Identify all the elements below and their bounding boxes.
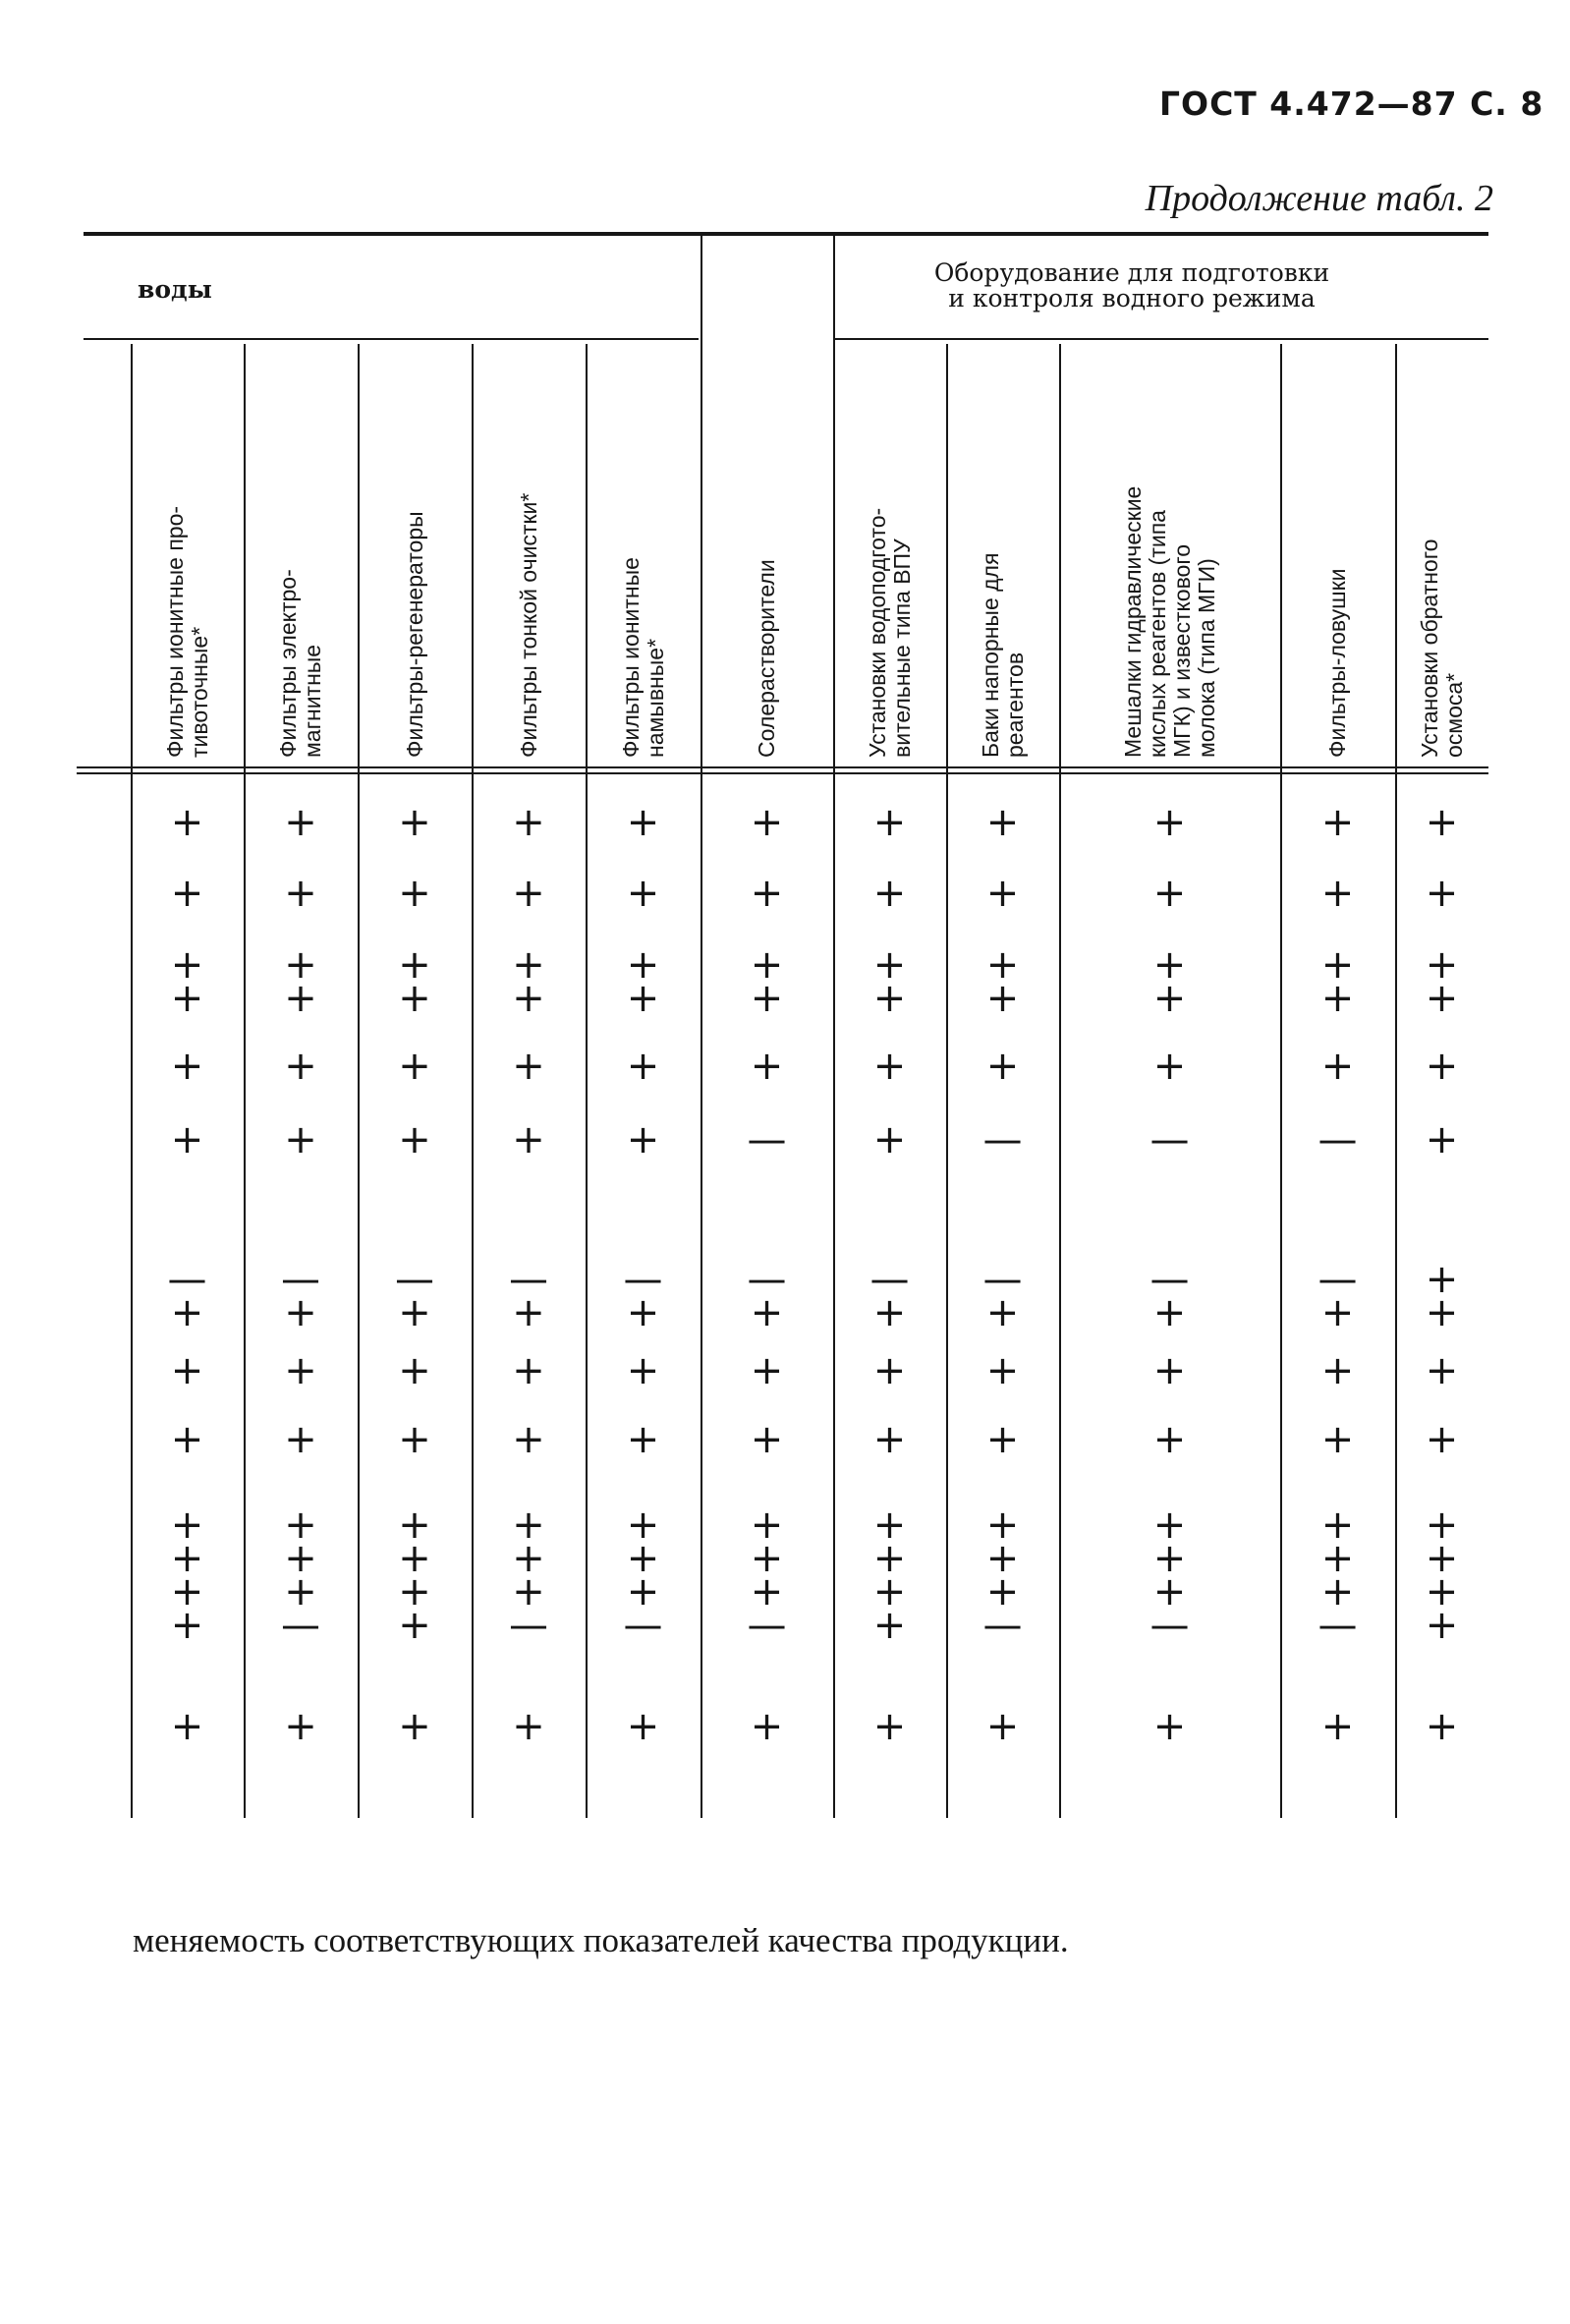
table-cell: + [398,1348,431,1393]
table-cell: — + [982,1257,1023,1335]
table-top-rule [84,232,1488,236]
table-cell: + + + — [982,1502,1023,1648]
table-cell: + + + — [281,1502,320,1648]
table-cell: + [750,1704,784,1749]
column-header-label: Установки водоподгото- вительные типа ВПУ [864,507,915,758]
column-header [701,344,833,762]
table-cell: + + [985,942,1020,1021]
table-cell: — + [1318,1257,1358,1335]
table-cell: + [512,1417,545,1462]
table-cell: + [398,1044,431,1089]
column-header [1395,344,1488,762]
table-cell: + [1425,1417,1459,1462]
table-cell: + [512,1117,545,1162]
table-cell: + [398,1117,431,1162]
table-cell: — + [869,1257,910,1335]
table-cell: + [170,800,204,845]
table-cell: + [626,1117,660,1162]
table-cell: + [985,1348,1020,1393]
table-cell: + [1152,1044,1187,1089]
column-header [586,344,701,762]
table-cell: + [626,800,660,845]
table-cell: + + + — [623,1502,663,1648]
column-header-label: Установки обратного осмоса* [1416,538,1467,758]
table-cell: + [1320,1348,1355,1393]
table-cell: + [284,1348,317,1393]
table-cell: + [1320,1044,1355,1089]
table-cell: + [872,800,907,845]
document-id: ГОСТ 4.472—87 С. 8 [1159,85,1544,123]
table-cell: + [872,1704,907,1749]
table-cell: — [982,1117,1023,1162]
table-cell: + [284,800,317,845]
table-cell: + [985,1704,1020,1749]
table-cell: + [512,800,545,845]
column-header-label: Мешалки гидравлические кислых реагентов (типа МГК) и известкового молока (типа МГИ) [1119,485,1219,758]
table-cell: + [170,1348,204,1393]
table-cell: + [284,1044,317,1089]
footer-text: меняемость соответствующих показателей качества продукции. [133,1921,1069,1959]
table-cell: — + [167,1257,207,1335]
table-cell: + [170,1704,204,1749]
table-cell: + + [626,942,660,1021]
table-cell: + + + — [747,1502,787,1648]
table-cell: + [1152,1348,1187,1393]
table-cell: + [170,1417,204,1462]
table-cell: + [1152,871,1187,916]
column-header-label: Фильтры-регенераторы [401,511,427,758]
table-cell: + + + — [1318,1502,1358,1648]
column-header [833,344,946,762]
column-header-label: Баки напорные для реагентов [977,552,1028,758]
table-cell: + [872,1044,907,1089]
group-label-water: воды [138,275,212,304]
table-cell: + [626,1044,660,1089]
table-cell: + [750,1348,784,1393]
table-cell: + + [872,942,907,1021]
table-cell: + [512,1044,545,1089]
table-cell: + + [170,942,204,1021]
table-cell: — + [747,1257,787,1335]
table-cell: + [284,871,317,916]
table-cell: + [1152,800,1187,845]
table-cell: + [1425,1117,1459,1162]
table-cell: + [1425,800,1459,845]
table-cell: + [985,800,1020,845]
table-cell: + [626,1704,660,1749]
table-cell: + [750,800,784,845]
table-continuation-caption: Продолжение табл. 2 [1145,178,1493,219]
column-header [244,344,358,762]
table-cell: + [512,1348,545,1393]
table-cell: + [985,1417,1020,1462]
table-cell: + + [750,942,784,1021]
column-header-label: Фильтры-ловушки [1324,568,1350,758]
group-label-equipment: Оборудование для подготовки и контроля водного режима [933,258,1330,312]
table-cell: — [1318,1117,1358,1162]
table-cell: + + + + [1425,1502,1459,1648]
table-cell: + + + + [872,1502,907,1648]
column-header [946,344,1059,762]
table-cell: + [1320,800,1355,845]
table-cell: + [398,1704,431,1749]
column-header [1059,344,1280,762]
column-header [472,344,586,762]
table-cell: + [626,1417,660,1462]
table-cell: + [1320,1417,1355,1462]
table-cell: + [1425,1348,1459,1393]
table-cell: + [284,1417,317,1462]
column-header [131,344,244,762]
table-cell: + [170,1044,204,1089]
table-cell: + + [284,942,317,1021]
table-cell: + [398,1417,431,1462]
table-cell: + [398,800,431,845]
header-bottom-rule-2 [77,772,1488,774]
column-header [358,344,472,762]
table-cell: + [170,1117,204,1162]
table-cell: + [1320,1704,1355,1749]
column-header-label: Фильтры тонкой очистки* [515,492,541,758]
table-cell: + [872,1348,907,1393]
table-cell: + + [1320,942,1355,1021]
table-cell: + [398,871,431,916]
table-cell: + + [512,942,545,1021]
table-cell: + [985,1044,1020,1089]
table-cell: + [750,1417,784,1462]
table-cell: + + + + [170,1502,204,1648]
table-cell: + [1425,1704,1459,1749]
table-cell: — + [395,1257,434,1335]
table-cell: + + + + [398,1502,431,1648]
table-cell: + [284,1117,317,1162]
column-header-label: Фильтры электро- магнитные [275,569,325,758]
table-cell: + + [1425,1257,1459,1335]
table-cell: — + [281,1257,320,1335]
table-cell: — [747,1117,787,1162]
table-cell: — + [623,1257,663,1335]
table-cell: + + [398,942,431,1021]
column-header [1280,344,1395,762]
column-header-label: Фильтры ионитные намывные* [617,557,668,758]
table-cell: + [1152,1417,1187,1462]
table-cell: + [170,871,204,916]
table-cell: + [626,1348,660,1393]
table-cell: + [872,871,907,916]
table-cell: + [750,1044,784,1089]
table-cell: + [750,871,784,916]
table-cell: + [512,1704,545,1749]
table-cell: + [1320,871,1355,916]
table-cell: + [626,871,660,916]
table-cell: + [1425,1044,1459,1089]
table-cell: + + + — [509,1502,548,1648]
table-cell: + [985,871,1020,916]
table-cell: + + + — [1149,1502,1190,1648]
table-cell: + [872,1417,907,1462]
table-cell: — [1149,1117,1190,1162]
table-cell: + [1152,1704,1187,1749]
table-cell: + [284,1704,317,1749]
group-left-rule [84,338,699,340]
header-bottom-rule-1 [77,766,1488,768]
group-right-rule [833,338,1488,340]
table-cell: — + [1149,1257,1190,1335]
column-header-label: Солерастворители [754,559,779,758]
table-cell: + [512,871,545,916]
table-cell: + + [1152,942,1187,1021]
table-cell: + + [1425,942,1459,1021]
table-cell: + [1425,871,1459,916]
table-cell: + [872,1117,907,1162]
column-header-label: Фильтры ионитные про- тивоточные* [161,505,212,758]
table-cell: — + [509,1257,548,1335]
